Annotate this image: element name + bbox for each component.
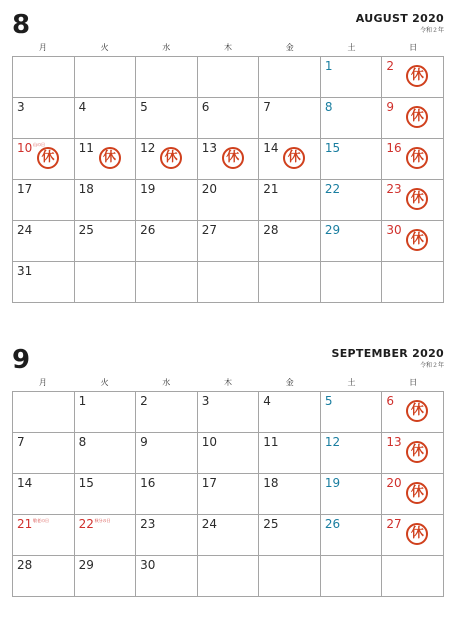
day-cell [136,139,198,180]
closed-stamp-icon: 休 [406,188,428,210]
month-name: AUGUST 2020 [355,12,444,25]
day-cell [13,262,75,303]
day-number: 16 [140,476,156,490]
day-number: 7 [17,435,25,449]
day-number: 25 [78,223,94,237]
closed-stamp-icon: 休 [283,147,305,169]
day-cell [198,139,260,180]
empty-cell [136,57,198,98]
day-cell [382,180,444,221]
weekday-label: 月 [38,378,47,387]
day-number: 20 [201,182,217,196]
day-cell [75,515,137,556]
day-cell [198,433,260,474]
day-number: 13 [386,435,402,449]
day-cell [321,98,383,139]
day-number: 19 [140,182,156,196]
day-cell [136,474,198,515]
day-number: 21 [17,517,33,531]
day-cell [321,433,383,474]
empty-cell [136,262,198,303]
weekday-label: 木 [224,378,233,387]
empty-cell [259,556,321,597]
day-number: 4 [78,100,87,114]
day-cell [321,180,383,221]
day-number: 3 [17,100,25,114]
weekday-label: 日 [409,43,418,52]
closed-stamp-icon: 休 [406,523,428,545]
closed-stamp-icon: 休 [160,147,182,169]
weekday-label: 土 [347,43,356,52]
weekday-header [12,377,444,389]
day-number: 8 [324,100,333,114]
day-number: 19 [324,476,341,490]
day-number: 14 [17,476,33,490]
day-number: 2 [140,394,148,408]
day-cell [321,515,383,556]
day-cell [198,221,260,262]
day-cell [75,392,137,433]
month-number: 8 [12,10,31,40]
day-cell [382,98,444,139]
day-cell [321,139,383,180]
day-number: 24 [17,223,33,237]
empty-cell [382,262,444,303]
day-number: 29 [324,223,341,237]
day-cell [75,139,137,180]
day-cell [198,98,260,139]
empty-cell [382,556,444,597]
closed-stamp-icon: 休 [222,147,244,169]
day-number: 9 [386,100,395,114]
holiday-name: 秋分の日 [94,518,111,523]
empty-cell [75,262,137,303]
day-cell [13,98,75,139]
empty-cell [13,392,75,433]
day-number: 30 [140,558,156,572]
day-cell [259,433,321,474]
day-cell [259,139,321,180]
day-cell [382,57,444,98]
day-number: 29 [78,558,94,572]
day-number: 8 [78,435,87,449]
weekday-label: 金 [285,43,294,52]
day-cell [13,433,75,474]
day-cell [321,474,383,515]
day-cell [75,433,137,474]
empty-cell [259,57,321,98]
day-number: 4 [263,394,271,408]
day-cell [198,515,260,556]
day-cell [13,180,75,221]
day-cell [75,180,137,221]
day-cell [321,392,383,433]
day-cell [259,180,321,221]
day-number: 15 [324,141,341,155]
day-number: 26 [140,223,156,237]
day-cell [13,139,75,180]
day-cell [136,556,198,597]
day-number: 7 [263,100,271,114]
weekday-label: 月 [38,43,47,52]
day-number: 26 [324,517,341,531]
empty-cell [198,57,260,98]
day-number: 1 [78,394,87,408]
day-number: 27 [386,517,402,531]
day-cell [75,474,137,515]
month-name: SEPTEMBER 2020 [331,347,444,360]
closed-stamp-icon: 休 [406,441,428,463]
day-number: 24 [201,517,217,531]
day-number: 10 [201,435,217,449]
day-cell [136,515,198,556]
day-cell [13,221,75,262]
day-number: 17 [201,476,217,490]
weekday-label: 火 [100,378,109,387]
day-number: 18 [263,476,279,490]
day-number: 11 [263,435,279,449]
day-number: 11 [78,141,94,155]
closed-stamp-icon: 休 [99,147,121,169]
day-cell [382,221,444,262]
day-number: 21 [263,182,279,196]
weekday-label: 火 [100,43,109,52]
day-number: 30 [386,223,402,237]
day-cell [259,515,321,556]
day-cell [13,474,75,515]
day-cell [259,98,321,139]
day-cell [136,221,198,262]
day-number: 12 [140,141,156,155]
closed-stamp-icon: 休 [406,147,428,169]
day-cell [382,392,444,433]
closed-stamp-icon: 休 [37,147,59,169]
day-number: 23 [386,182,402,196]
closed-stamp-icon: 休 [406,106,428,128]
day-number: 3 [201,394,210,408]
day-number: 17 [17,182,33,196]
day-number: 28 [17,558,33,572]
day-number: 20 [386,476,402,490]
weekday-label: 土 [347,378,356,387]
day-cell [13,556,75,597]
day-number: 22 [324,182,341,196]
calendar-grid [12,391,444,597]
empty-cell [321,262,383,303]
closed-stamp-icon: 休 [406,482,428,504]
weekday-label: 金 [285,378,294,387]
day-cell [136,433,198,474]
calendar-grid [12,56,444,303]
day-number: 28 [263,223,279,237]
day-number: 13 [201,141,217,155]
closed-stamp-icon: 休 [406,400,428,422]
day-number: 25 [263,517,279,531]
day-number: 12 [324,435,341,449]
day-cell [382,474,444,515]
month-number: 9 [12,345,31,375]
empty-cell [13,57,75,98]
closed-stamp-icon: 休 [406,65,428,87]
day-cell [321,57,383,98]
era-label: 令和２年 [419,362,444,369]
day-cell [259,474,321,515]
weekday-label: 木 [224,43,233,52]
day-number: 6 [386,394,395,408]
empty-cell [321,556,383,597]
day-cell [382,139,444,180]
day-cell [198,392,260,433]
day-number: 23 [140,517,156,531]
closed-stamp-icon: 休 [406,229,428,251]
day-number: 15 [78,476,94,490]
day-cell [136,180,198,221]
empty-cell [198,556,260,597]
day-cell [259,221,321,262]
day-cell [136,392,198,433]
weekday-label: 水 [162,378,171,387]
day-cell [75,98,137,139]
weekday-label: 日 [409,378,418,387]
day-number: 1 [324,59,333,73]
day-cell [321,221,383,262]
empty-cell [198,262,260,303]
day-cell [259,392,321,433]
day-cell [382,515,444,556]
day-cell [13,515,75,556]
day-number: 16 [386,141,402,155]
holiday-name: 山の日 [33,142,45,147]
day-number: 18 [78,182,94,196]
day-number: 9 [140,435,148,449]
day-number: 22 [78,517,94,531]
weekday-label: 水 [162,43,171,52]
day-cell [198,474,260,515]
day-cell [75,556,137,597]
day-cell [382,433,444,474]
day-number: 31 [17,264,33,278]
empty-cell [259,262,321,303]
day-number: 27 [201,223,217,237]
weekday-header [12,42,444,54]
day-number: 5 [324,394,333,408]
day-number: 2 [386,59,395,73]
era-label: 令和２年 [419,27,444,34]
day-cell [198,180,260,221]
holiday-name: 敬老の日 [33,518,49,523]
day-number: 6 [201,100,210,114]
day-number: 5 [140,100,148,114]
day-cell [136,98,198,139]
day-cell [75,221,137,262]
day-number: 14 [263,141,279,155]
day-number: 10 [17,141,33,155]
empty-cell [75,57,137,98]
